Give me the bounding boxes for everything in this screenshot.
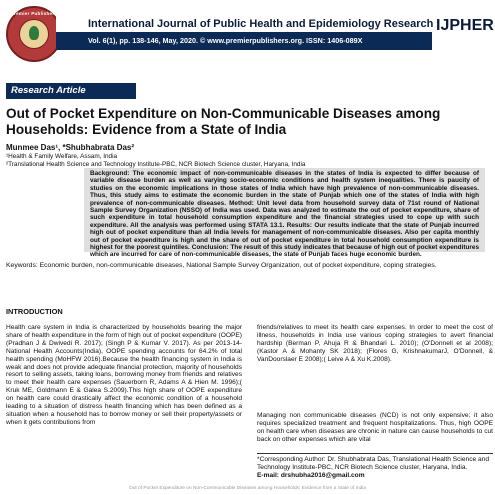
corresponding-author-text: *Corresponding Author: Dr. Shubhabrata Das, Translational Health Science and Technology Institute-PBC, NCR Biotech Science cluster, Haryana, India. — [257, 456, 490, 471]
keywords: Keywords: Economic burden, non-communicable diseases, National Sample Survey Organization, out of pocket expenditure, coping strategies. — [6, 262, 437, 269]
leaf-icon — [29, 26, 39, 40]
intro-left-column: Health care system in India is characterized by households bearing the major share of health expenditure in the form of high out of pocket expenditure (OOPE) (Pradhan J & Dwivedi R. 2017); (Singh P & Kumar V. 2017). As per 2013-14- National Health Accounts(India), OOPE spending accounts for 64.2% of total health spending (MoHFW 2016).Because the health financing system in India is weak and does not provide adequate financial protection, majority of households resort to selling assets, taking loans, borrowing money from friends and relatives to meet their health care expenses (Sauerborn R, Adams A & Hien M. 1996);( Kruk ME, Goldmann E & Galea S.2009).This high share of OOPE expenditure on health care could drastically affect the economic condition of a household leading to a situation of distress health financing which has been defined as a situation when a household has to borrow money or sell their property/assets or when it gets contributions from — [6, 324, 242, 426]
corresponding-divider — [257, 453, 493, 454]
logo-text: Premier Publishers — [10, 11, 58, 16]
abstract-box: Background: The economic impact of non-communicable diseases in the states of India is expected to differ because of variable disease burden as well as varying socio-economic conditions and health system inequalities. There is paucity of studies on the economic implications in those states of India which have high prevalence of non-communicable diseases. Thus, this study aims to estimate the economic burden in the state of Punjab which one of the states of India with high prevalence of non-communicable diseases. Method: Unit level data from household survey data of 71st round of National Sample Survey Organization (NSSO) of India was used. Data was analyzed to estimate the out of pocket expenditure, share of such expenditure in total household consumption expenditure and the financial strategies used to cope up with such expenditure. All the analysis was performed using STATA 13.1. Results: Our results indicate that the state of Punjab incurred high out of pocket expenditure than all India levels for management of non-communicable diseases. Also per capita monthly out of pocket expenditure is high and the share of out of pocket expenditure in total household consumption expenditure is highest for the poorest quintiles. Conclusion: The result of this study indicates that because of high out of pocket expenditures which are incurred for care of non-communicable diseases, the state of Punjab faces huge economic burden. — [84, 168, 485, 252]
intro-right-column: friends/relatives to meet its health care expenses. In order to meet the cost of illness, households in India use various coping strategies to avert financial hardship (Berman P, Ahuja R & Bhandari L. 2010); (O'Donnell et al 2008); (Kastor A & Mohanty SK 2018); (Flores G, KrishnakumarJ, O'Donnell, & VanDoorslaer E 2008);( Leive A & Xu K.2008). — [257, 324, 493, 363]
running-footer: Out of Pocket Expenditure on Non-Communicable Diseases among Households: Evidence from a State of India — [128, 486, 367, 491]
corresponding-email: E-mail: drshubha2016@gmail.com — [257, 471, 365, 479]
affiliation-1: ¹Health & Family Welfare, Assam, India — [6, 153, 118, 160]
intro-right-paragraph-2: Managing non communicable diseases (NCD) is not only expensive; it also requires specialized treatment and frequent hospitalizations. Thus, high OOPE on health care when diseases are chronic in nature can cause households to cut back on other expenses which are vital — [257, 412, 493, 443]
corresponding-author — [257, 456, 493, 480]
affiliation-2: ²Translational Health Science and Technology Institute-PBC, NCR Biotech Science cluster, Haryana, India — [6, 161, 306, 168]
journal-title: International Journal of Public Health and Epidemiology Research — [88, 18, 434, 30]
section-heading: INTRODUCTION — [6, 307, 63, 316]
journal-abbrev: IJPHER — [436, 17, 494, 34]
article-type-label: Research Article — [6, 83, 136, 99]
journal-citation: Vol. 6(1), pp. 138-146, May, 2020. © www.premierpublishers.org. ISSN: 1406-089X — [88, 36, 363, 45]
authors: Munmee Das¹, *Shubhabrata Das² — [6, 143, 135, 152]
paper-title: Out of Pocket Expenditure on Non-Communicable Diseases among Households: Evidence from a State of India — [6, 106, 441, 137]
publisher-logo — [6, 6, 62, 62]
